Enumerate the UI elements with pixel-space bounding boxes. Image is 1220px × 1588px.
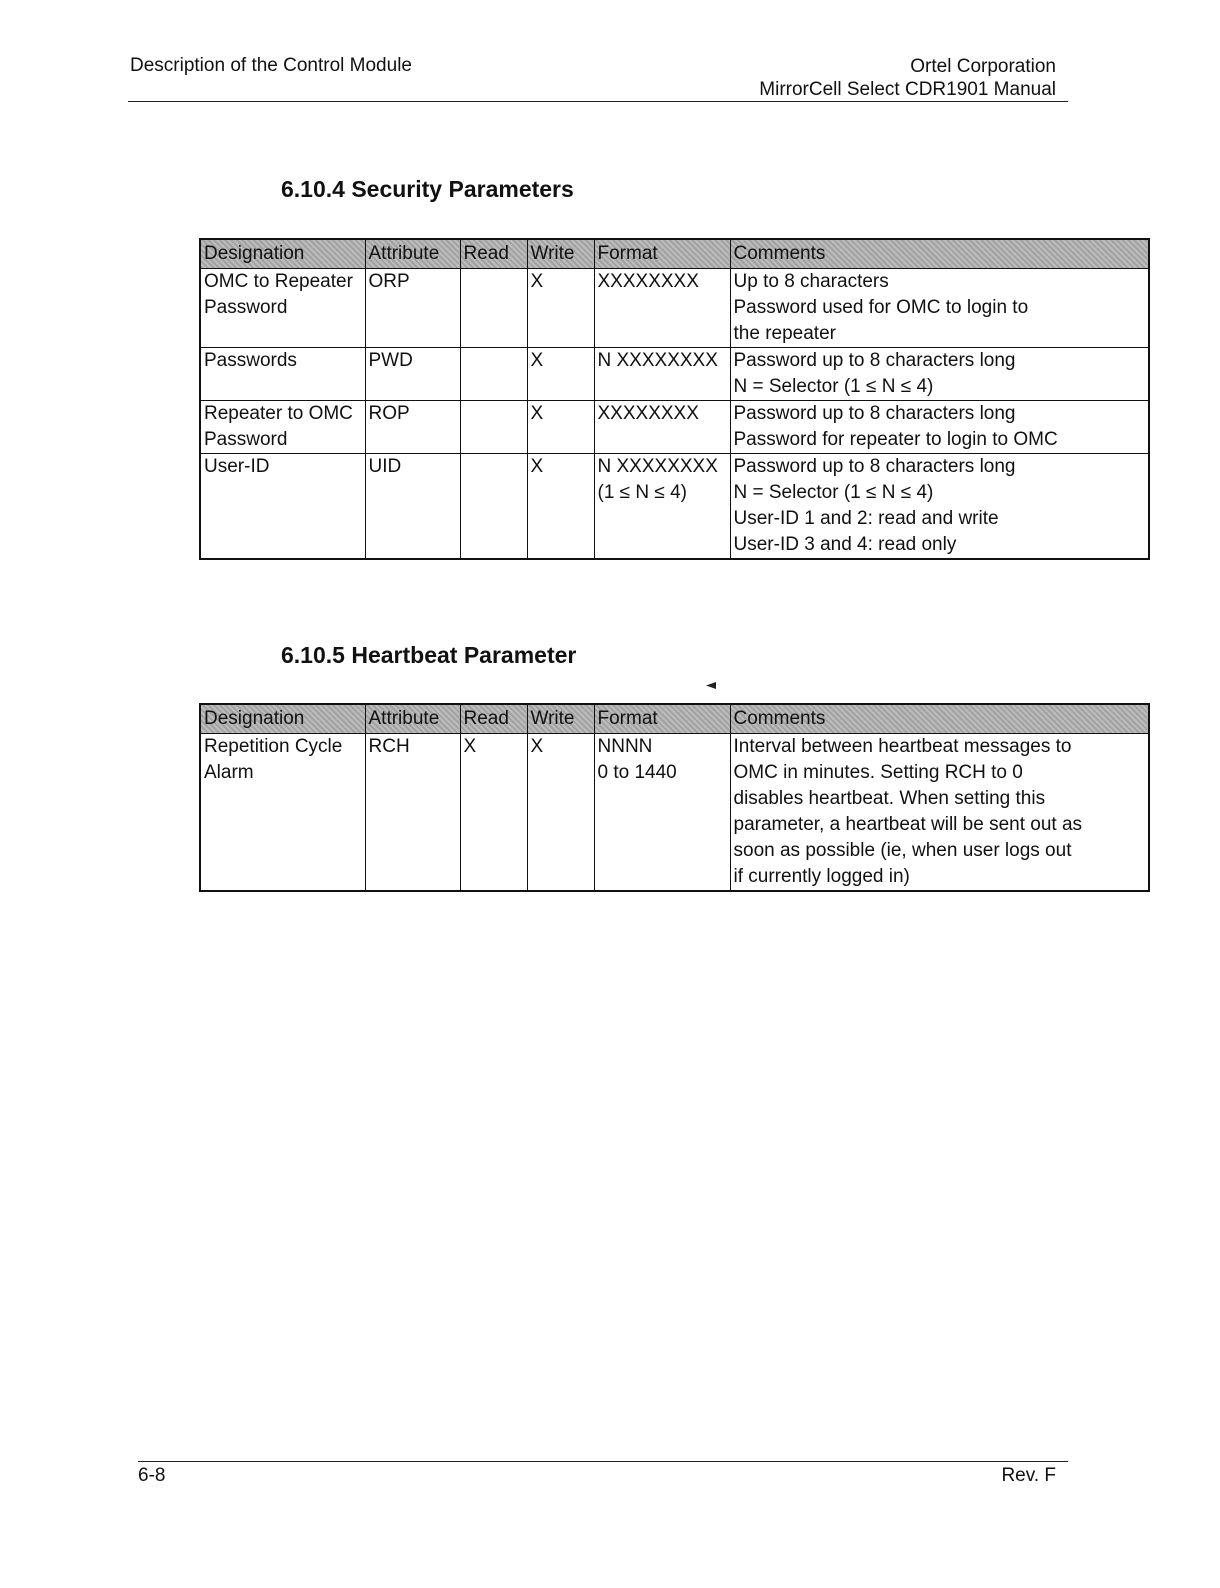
column-header-write: Write [527,239,594,269]
page-header-right [759,55,1056,101]
cell-line: 0 to 1440 [597,762,677,783]
cell-designation [200,269,365,348]
table-row [200,348,1149,401]
company-name: Ortel Corporation [910,56,1056,77]
heartbeat-parameter-table [199,703,1150,892]
cell-line: (1 ≤ N ≤ 4) [597,482,687,503]
stray-mark-icon [706,682,716,689]
column-header-attribute: Attribute [365,239,460,269]
cell-line: Interval between heartbeat messages to [733,736,1072,757]
cell-line: the repeater [733,323,836,344]
table-header-row [200,239,1149,269]
footer-rule [138,1461,1068,1462]
cell-line: N XXXXXXXX [597,350,718,371]
cell-line: Repetition Cycle [204,736,343,757]
cell-line: User-ID [204,456,270,477]
cell-line: Password for repeater to login to OMC [733,429,1058,450]
cell-format [594,269,730,348]
cell-line: Password up to 8 characters long [733,456,1016,477]
cell-line: XXXXXXXX [597,403,699,424]
cell-line: soon as possible (ie, when user logs out [733,840,1072,861]
cell-line: XXXXXXXX [597,271,699,292]
cell-write: X [527,734,594,892]
column-header-read: Read [460,239,527,269]
cell-write: X [527,454,594,560]
cell-comments [730,401,1149,454]
cell-attribute: RCH [365,734,460,892]
section-title-heartbeat: 6.10.5 Heartbeat Parameter [281,642,577,668]
cell-comments [730,269,1149,348]
cell-comments [730,348,1149,401]
cell-line: Alarm [204,762,254,783]
column-header-comments: Comments [730,239,1149,269]
cell-line: Password [204,429,288,450]
cell-comments [730,734,1149,892]
column-header-read: Read [460,704,527,734]
cell-attribute: PWD [365,348,460,401]
cell-attribute: UID [365,454,460,560]
cell-designation [200,348,365,401]
header-rule [128,101,1068,102]
cell-comments [730,454,1149,560]
cell-line: Repeater to OMC [204,403,353,424]
cell-read [460,454,527,560]
table-header-row [200,704,1149,734]
cell-designation [200,454,365,560]
page-number: 6-8 [138,1465,166,1486]
cell-line: Password [204,297,288,318]
cell-line: N = Selector (1 ≤ N ≤ 4) [733,376,934,397]
cell-write: X [527,269,594,348]
page-header-left: Description of the Control Module [130,55,412,76]
cell-line: disables heartbeat. When setting this [733,788,1046,809]
cell-read [460,401,527,454]
column-header-attribute: Attribute [365,704,460,734]
column-header-write: Write [527,704,594,734]
cell-read [460,348,527,401]
table-row [200,401,1149,454]
cell-line: Password used for OMC to login to [733,297,1029,318]
revision-label: Rev. F [1001,1465,1056,1486]
cell-line: N = Selector (1 ≤ N ≤ 4) [733,482,934,503]
cell-line: Up to 8 characters [733,271,889,292]
column-header-designation: Designation [200,704,365,734]
cell-designation [200,401,365,454]
cell-read [460,269,527,348]
cell-write: X [527,348,594,401]
manual-title: MirrorCell Select CDR1901 Manual [759,79,1056,100]
cell-read: X [460,734,527,892]
cell-line: NNNN [597,736,653,757]
cell-line: Password up to 8 characters long [733,403,1016,424]
cell-line: OMC in minutes. Setting RCH to 0 [733,762,1023,783]
cell-attribute: ORP [365,269,460,348]
cell-designation [200,734,365,892]
cell-line: if currently logged in) [733,866,910,887]
cell-line: User-ID 1 and 2: read and write [733,508,999,529]
cell-format [594,401,730,454]
cell-write: X [527,401,594,454]
cell-line: OMC to Repeater [204,271,353,292]
cell-attribute: ROP [365,401,460,454]
table-row [200,734,1149,892]
security-parameters-table [199,238,1150,560]
cell-format [594,348,730,401]
section-title-security: 6.10.4 Security Parameters [281,176,574,202]
cell-line: User-ID 3 and 4: read only [733,534,957,555]
table-row [200,454,1149,560]
table-row [200,269,1149,348]
column-header-format: Format [594,239,730,269]
cell-line: Password up to 8 characters long [733,350,1016,371]
cell-line: parameter, a heartbeat will be sent out as [733,814,1083,835]
column-header-designation: Designation [200,239,365,269]
column-header-format: Format [594,704,730,734]
cell-line: N XXXXXXXX [597,456,718,477]
cell-format [594,454,730,560]
cell-line: Passwords [204,350,297,371]
column-header-comments: Comments [730,704,1149,734]
cell-format [594,734,730,892]
